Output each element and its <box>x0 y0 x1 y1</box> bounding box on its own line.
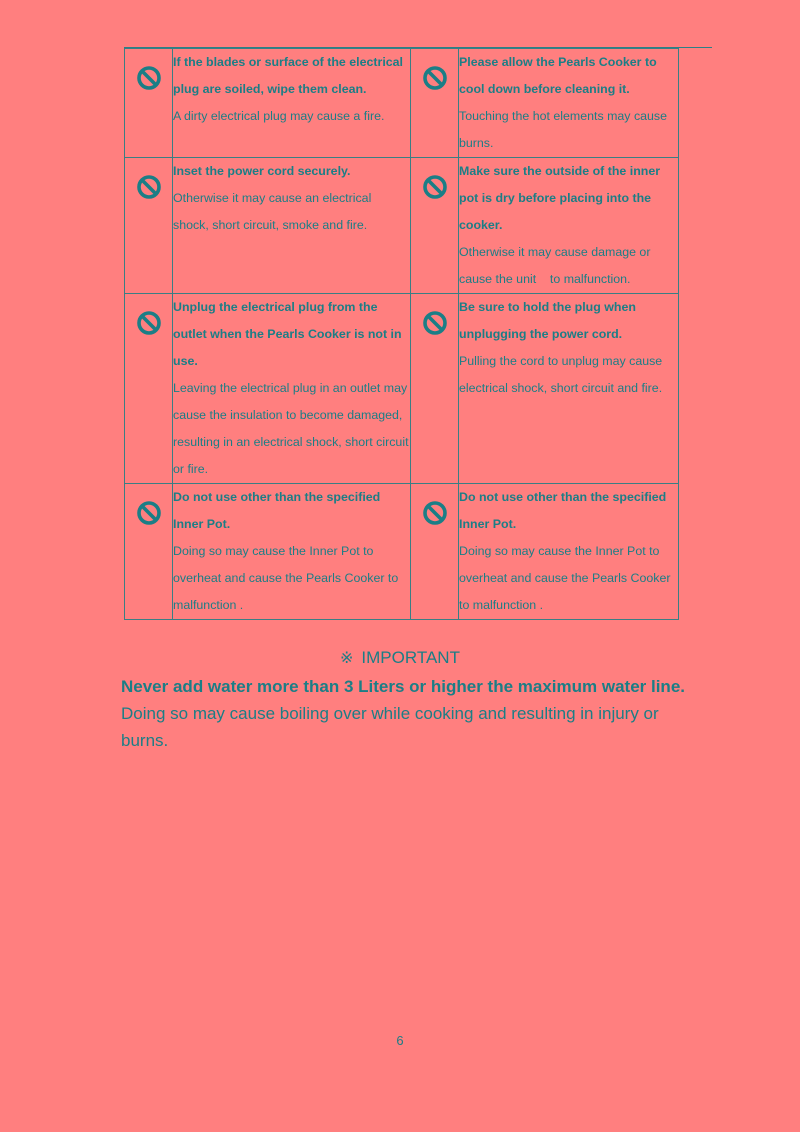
icon-cell <box>125 49 173 158</box>
warning-cell <box>173 294 411 484</box>
table-row <box>125 294 679 484</box>
icon-cell <box>411 294 459 484</box>
warning-title: Be sure to hold the plug when unplugging the power cord. <box>459 300 636 341</box>
warning-body: Touching the hot elements may cause burns. <box>459 109 668 150</box>
icon-cell <box>125 484 173 620</box>
warnings-table <box>124 48 679 620</box>
prohibited-icon <box>136 500 162 526</box>
prohibited-icon <box>422 500 448 526</box>
icon-cell <box>411 484 459 620</box>
warning-body: Doing so may cause the Inner Pot to overheat and cause the Pearls Cooker to malfunction . <box>173 544 399 612</box>
prohibited-icon <box>136 310 162 336</box>
icon-cell <box>411 49 459 158</box>
table-row <box>125 49 679 158</box>
warning-body: Pulling the cord to unplug may cause electrical shock, short circuit and fire. <box>459 354 663 395</box>
warning-cell <box>459 294 679 484</box>
warning-title: Unplug the electrical plug from the outlet when the Pearls Cooker is not in use. <box>173 300 402 368</box>
warning-body: A dirty electrical plug may cause a fire. <box>173 109 385 123</box>
icon-cell <box>125 158 173 294</box>
warning-cell <box>173 49 411 158</box>
warning-title: Please allow the Pearls Cooker to cool down before cleaning it. <box>459 55 657 96</box>
table-row <box>125 158 679 294</box>
table-row <box>125 484 679 620</box>
warning-cell <box>173 484 411 620</box>
icon-cell <box>125 294 173 484</box>
warning-title: If the blades or surface of the electrical plug are soiled, wipe them clean. <box>173 55 403 96</box>
page-number: 6 <box>396 1033 404 1048</box>
prohibited-icon <box>422 65 448 91</box>
important-label: IMPORTANT <box>361 648 460 667</box>
icon-cell <box>411 158 459 294</box>
important-headline: Never add water more than 3 Liters or higher the maximum water line. <box>121 677 685 696</box>
warning-body: Doing so may cause the Inner Pot to overheat and cause the Pearls Cooker to malfunction . <box>459 544 671 612</box>
important-text: Doing so may cause boiling over while cooking and resulting in injury or burns. <box>121 704 659 750</box>
warning-title: Inset the power cord securely. <box>173 164 351 178</box>
prohibited-icon <box>422 310 448 336</box>
warning-body: Otherwise it may cause damage or cause the unit to malfunction. <box>459 245 654 286</box>
warning-body: Leaving the electrical plug in an outlet may cause the insulation to become damaged, resulting in an electrical shock, short circuit or fire. <box>173 381 409 476</box>
important-heading <box>0 646 800 671</box>
prohibited-icon <box>136 174 162 200</box>
prohibited-icon <box>422 174 448 200</box>
prohibited-icon <box>136 65 162 91</box>
warning-title: Do not use other than the specified Inner Pot. <box>173 490 381 531</box>
warning-cell <box>459 158 679 294</box>
warning-body: Otherwise it may cause an electrical shock, short circuit, smoke and fire. <box>173 191 372 232</box>
warning-title: Make sure the outside of the inner pot is dry before placing into the cooker. <box>459 164 661 232</box>
warning-title: Do not use other than the specified Inner Pot. <box>459 490 667 531</box>
reference-mark-icon: ※ <box>340 650 354 667</box>
warning-cell <box>459 49 679 158</box>
warning-cell <box>459 484 679 620</box>
warning-cell <box>173 158 411 294</box>
